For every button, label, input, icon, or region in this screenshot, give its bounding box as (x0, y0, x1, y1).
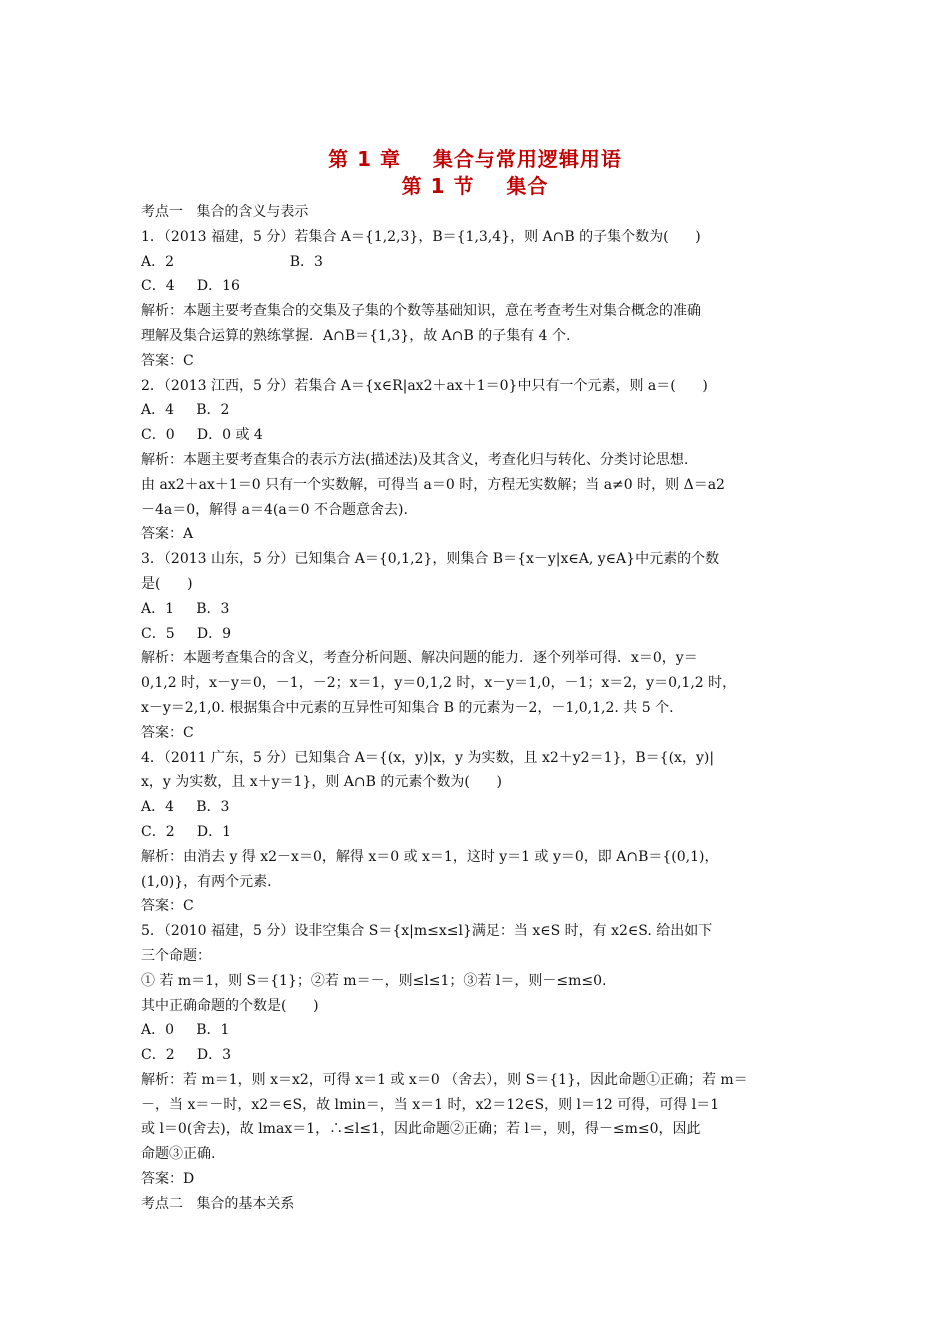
title-block (0, 146, 950, 200)
chapter-title: 第 1 章 集合与常用逻辑用语 (328, 147, 622, 171)
text-line: 4．（2011 广东，5 分）已知集合 A＝{(x，y)|x，y 为实数，且 x2＋y2＝1}，B＝{(x，y)| (141, 749, 715, 766)
text-line: 5．（2010 福建，5 分）设非空集合 S＝{x|m≤x≤l}满足：当 x∈S 时，有 x2∈S. 给出如下 (141, 923, 713, 940)
text-line: 解析：本题主要考查集合的交集及子集的个数等基础知识，意在考查考生对集合概念的准确 (141, 303, 701, 320)
text-line: 解析：若 m＝1，则 x＝x2，可得 x＝1 或 x＝0 （舍去），则 S＝{1}，因此命题①正确；若 m＝ (141, 1071, 748, 1088)
text-line: C．2 D．1 (141, 823, 232, 840)
text-line: 考点一 集合的含义与表示 (141, 204, 309, 220)
text-line: x，y 为实数，且 x＋y＝1}，则 A∩B 的元素个数为( ) (141, 774, 502, 791)
text-line: 解析：由消去 y 得 x2－x＝0，解得 x＝0 或 x＝1，这时 y＝1 或 y＝0，即 A∩B＝{(0,1)， (141, 848, 719, 865)
text-line: C．5 D．9 (141, 625, 232, 642)
text-line: A．2 B．3 (141, 253, 323, 270)
text-line: x－y＝2,1,0. 根据集合中元素的互异性可知集合 B 的元素为－2，－1,0,1,2. 共 5 个. (141, 699, 674, 716)
text-line: 其中正确命题的个数是( ) (141, 997, 319, 1014)
text-line: 考点二 集合的基本关系 (141, 1195, 295, 1212)
text-line: 1．（2013 福建，5 分）若集合 A＝{1,2,3}，B＝{1,3,4}，则 A∩B 的子集个数为( ) (141, 228, 701, 245)
text-line: 理解及集合运算的熟练掌握．A∩B＝{1,3}，故 A∩B 的子集有 4 个. (141, 327, 571, 344)
text-line: 三个命题： (141, 947, 211, 964)
text-line: 命题③正确. (141, 1146, 216, 1163)
text-line: C．4 D．16 (141, 278, 240, 295)
text-line: 由 ax2＋ax＋1＝0 只有一个实数解，可得当 a＝0 时，方程无实数解；当 a≠0 时，则 Δ＝a2 (141, 476, 725, 493)
text-line: ① 若 m＝1，则 S＝{1}；②若 m＝－，则≤l≤1；③若 l＝，则－≤m≤0. (141, 972, 607, 989)
text-line: A．4 B．3 (141, 799, 230, 816)
text-line: 是( ) (141, 575, 193, 592)
text-line: 答案：C (141, 724, 194, 741)
text-line: 3．（2013 山东，5 分）已知集合 A＝{0,1,2}，则集合 B＝{x－y|x∈A, y∈A}中元素的个数 (141, 551, 720, 568)
text-line: A．0 B．1 (141, 1022, 230, 1039)
text-line: －4a＝0，解得 a＝4(a＝0 不合题意舍去). (141, 501, 408, 518)
text-line: 解析：本题主要考查集合的表示方法(描述法)及其含义，考查化归与转化、分类讨论思想. (141, 451, 689, 468)
text-line: C．2 D．3 (141, 1047, 232, 1064)
text-line: －，当 x＝－时，x2＝∈S，故 lmin＝，当 x＝1 时，x2＝12∈S，则 l＝12 可得，可得 l＝1 (141, 1096, 720, 1113)
text-line: 答案：C (141, 352, 194, 369)
text-line: 解析：本题考查集合的含义，考查分析问题、解决问题的能力．逐个列举可得．x＝0，y＝ (141, 650, 698, 667)
text-line: C．0 D．0 或 4 (141, 427, 263, 444)
text-line: 0,1,2 时，x－y＝0，－1，－2；x＝1，y＝0,1,2 时，x－y＝1,0，－1；x＝2，y＝0,1,2 时， (141, 675, 737, 692)
document-body (141, 200, 821, 1217)
section-title: 第 1 节 集合 (401, 174, 549, 198)
text-line: A．4 B．2 (141, 402, 230, 419)
text-line: (1,0)}，有两个元素. (141, 873, 272, 890)
text-line: 或 l＝0(舍去)，故 lmax＝1，∴≤l≤1，因此命题②正确；若 l＝，则，得－≤m≤0，因此 (141, 1121, 701, 1138)
text-line: 答案：C (141, 898, 194, 915)
text-line: 答案：A (141, 526, 194, 543)
text-line: 答案：D (141, 1171, 195, 1188)
text-line: A．1 B．3 (141, 600, 230, 617)
text-line: 2．（2013 江西，5 分）若集合 A＝{x∈R|ax2＋ax＋1＝0}中只有一个元素，则 a＝( ) (141, 377, 708, 394)
